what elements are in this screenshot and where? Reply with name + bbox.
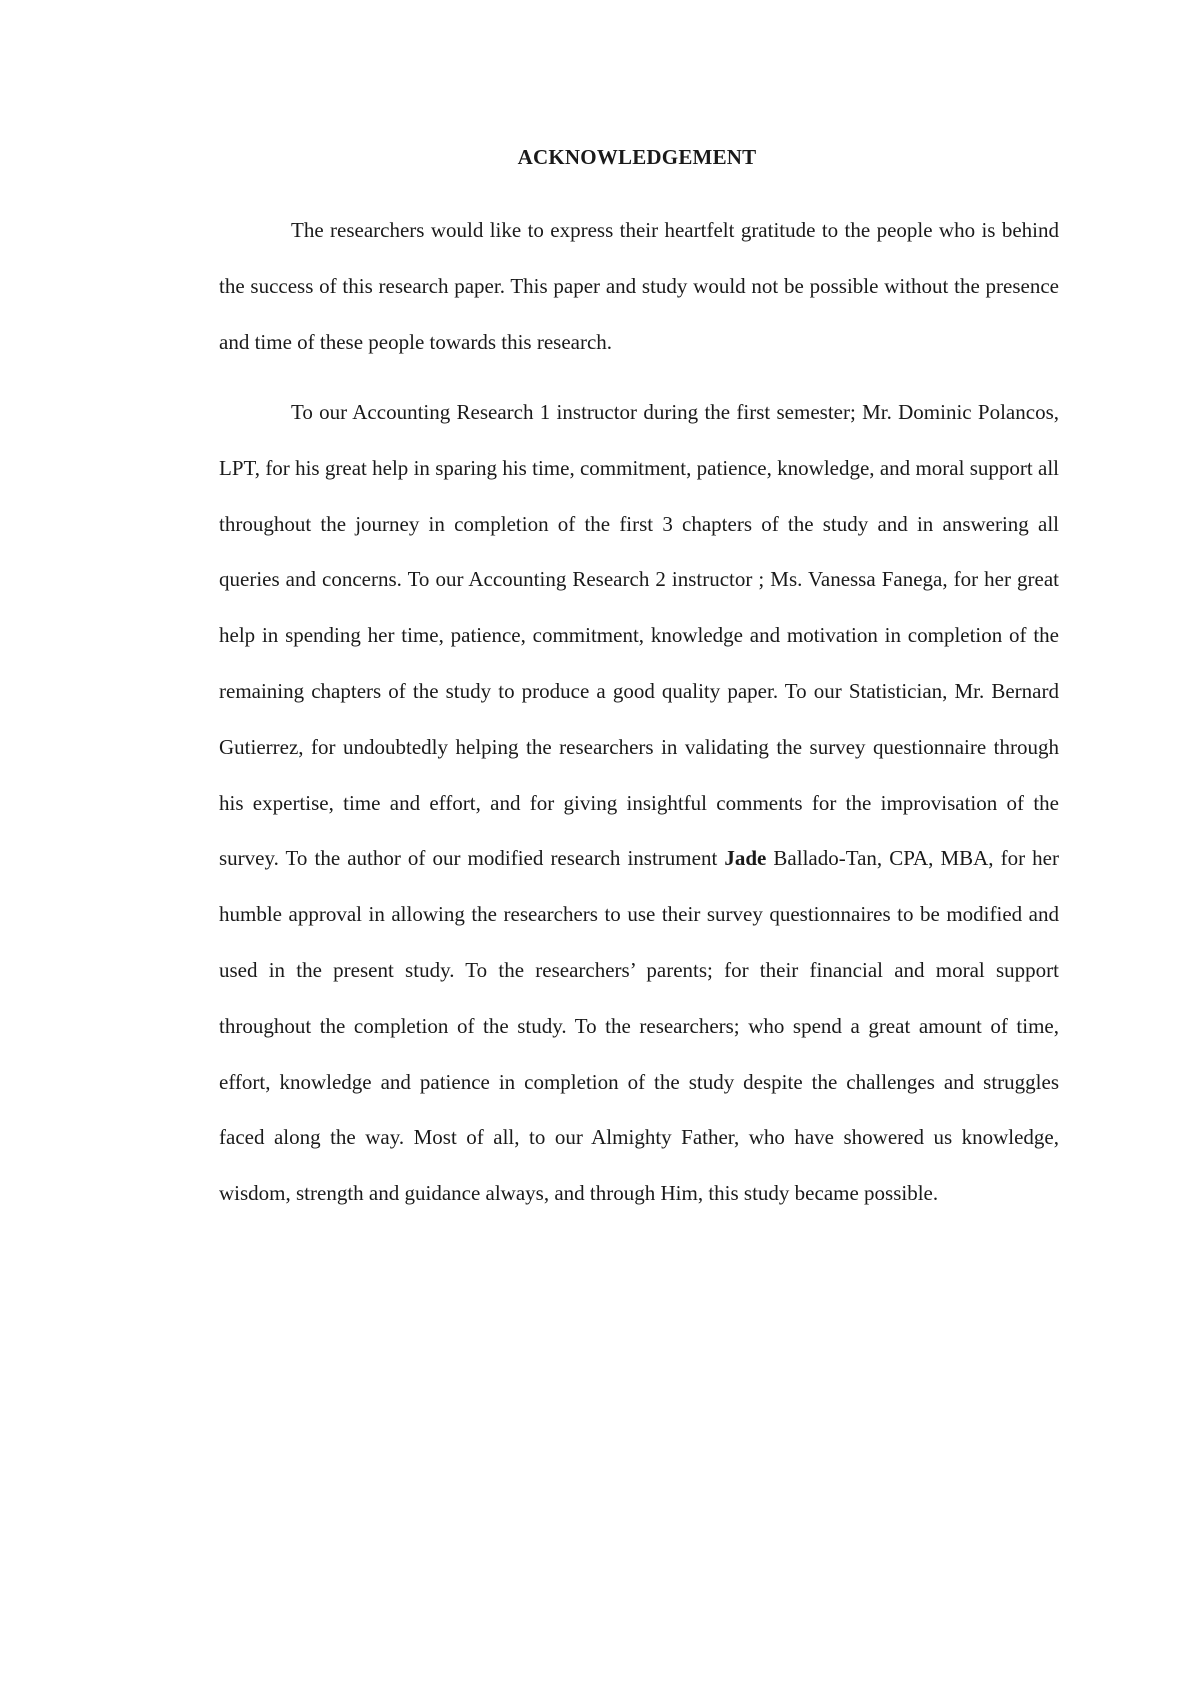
paragraph-acknowledgements-text-1: To our Accounting Research 1 instructor during the first semester; Mr. Dominic Polancos, LPT, for his great help in sparing his time, commitment, patience, knowledge, and moral support all throughout the journey in completion of the first 3 chapters of the study and in answering all queries and concerns. To our Accounting Research 2 instructor ; Ms. Vanessa Fanega, for her great help in spending her time, patience, commitment, knowledge and motivation in completion of the remaining chapters of the study to produce a good quality paper. To our Statistician, Mr. Bernard Gutierrez, for undoubtedly helping the researchers in validating the survey questionnaire through his expertise, time and effort, and for giving insightful comments for the improvisation of the survey. To the author of our modified research instrument [219, 400, 1059, 871]
author-first-name: Jade [724, 846, 767, 871]
paragraph-acknowledgements-text-2: Ballado-Tan, CPA, MBA, for her humble approval in allowing the researchers to use their survey questionnaires to be modified and used in the present study. To the researchers’ parents; for their financial and moral support throughout the completion of the study. To the researchers; who spend a great amount of time, effort, knowledge and patience in completion of the study despite the challenges and struggles faced along the way. Most of all, to our Almighty Father, who have showered us knowledge, wisdom, strength and guidance always, and through Him, this study became possible. [219, 846, 1059, 1206]
paragraph-intro: The researchers would like to express their heartfelt gratitude to the people who is behind the success of this research paper. This paper and study would not be possible without the presence and time of these people towards this research. [219, 218, 1059, 354]
page-title: ACKNOWLEDGEMENT [517, 145, 757, 169]
paragraph-acknowledgements [219, 385, 1059, 1222]
